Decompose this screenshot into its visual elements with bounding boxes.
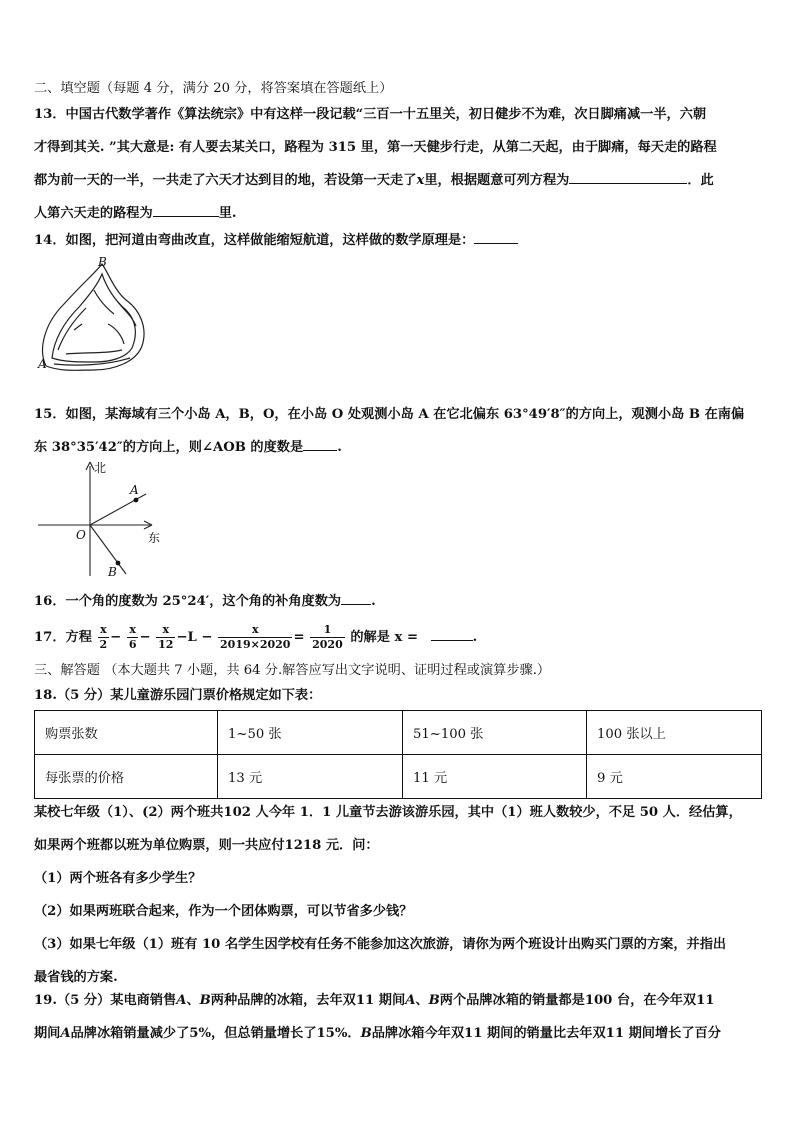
fraction-1-2020: $\frac{1}{2020}$ bbox=[312, 623, 343, 651]
table-row bbox=[35, 755, 762, 799]
table-cell: 购票张数 bbox=[35, 711, 218, 755]
answer-blank-equation[interactable] bbox=[569, 169, 687, 184]
label-o: O bbox=[76, 528, 86, 542]
label-a: A bbox=[38, 357, 47, 371]
question-18-intro: 18.（5 分）某儿童游乐园门票价格规定如下表： bbox=[34, 688, 322, 703]
section-3-header: 三、解答题 （本大题共 7 小题，共 64 分.解答应写出文字说明、证明过程或演算步骤.） bbox=[34, 663, 551, 678]
table-row bbox=[35, 711, 762, 755]
label-b: B bbox=[98, 255, 107, 269]
q18-sub-2: （2）如果两班联合起来，作为一个团体购票，可以节省多少钱？ bbox=[34, 904, 413, 919]
question-16: 16．一个角的度数为 25°24′，这个角的补角度数为 . bbox=[34, 585, 762, 618]
q15-line-1: 15．如图，某海域有三个小岛 A，B，O，在小岛 O 处观测小岛 A 在它北偏东 63°49′8″的方向上，观测小岛 B 在南偏 bbox=[34, 407, 745, 422]
table-cell: 11 元 bbox=[403, 755, 587, 799]
section-2-header: 二、填空题（每题 4 分，满分 20 分，将答案填在答题纸上） bbox=[34, 81, 393, 96]
question-13 bbox=[34, 98, 762, 230]
q13-line-4: 人第六天走的路程为 里. bbox=[34, 197, 762, 230]
q13-line-2: 才得到其关. ”其大意是: 有人要去某关口，路程为 315 里，第一天健步行走，从第二天起，由于脚痛，每天走的路程 bbox=[34, 140, 717, 155]
fraction-x-2: $\frac{x}{2}$ bbox=[99, 623, 108, 651]
label-b-point: B bbox=[108, 565, 117, 579]
answer-blank-q16[interactable] bbox=[341, 590, 371, 605]
q15-line-2: 东 38°35′42″的方向上，则∠AOB 的度数是 . bbox=[34, 431, 762, 464]
label-a-point: A bbox=[130, 483, 139, 497]
label-north: 北 bbox=[94, 461, 107, 475]
table-cell: 每张票的价格 bbox=[35, 755, 218, 799]
question-17: 17．方程 $\frac{x}{2}$ − $\frac{x}{6}$ − $\frac{x}{12}$ −L − $\frac{x}{2019\times 2020}$ = $\frac{1}{2020}$ 的解是 x = . bbox=[34, 623, 478, 651]
variable-x: x bbox=[416, 173, 425, 188]
question-14: 14．如图，把河道由弯曲改直，这样做能缩短航道，这样做的数学原理是： bbox=[34, 224, 762, 257]
answer-blank-q17[interactable] bbox=[431, 626, 473, 641]
fraction-x-6: $\frac{x}{6}$ bbox=[128, 623, 137, 651]
river-figure bbox=[34, 254, 152, 380]
q18-sub-1: （1）两个班各有多少学生？ bbox=[34, 871, 202, 886]
answer-blank-day6[interactable] bbox=[153, 202, 219, 217]
fraction-x-12: $\frac{x}{12}$ bbox=[158, 623, 174, 651]
label-east: 东 bbox=[148, 531, 161, 545]
q13-line-1: 13．中国古代数学著作《算法统宗》中有这样一段记载“三百一十五里关，初日健步不为难，次日脚痛减一半，六朝 bbox=[34, 107, 707, 122]
compass-figure bbox=[34, 460, 174, 582]
question-18-body: 某校七年级（1）、(2）两个班共102 人今年 1．1 儿童节去游该游乐园，其中（1）班人数较少，不足 50 人．经估算， 如果两个班都以班为单位购票，则一共应付1218 元．问： （1）两个班各有多少学生？ （2）如果两班联合起来，作为一个团体购票，可以节省多少钱？ （3）如果七年级（1）班有 10 名学生因学校有任务不能参加这次旅游，请你为两个班设计出购买门票的方案，并指出 最省钱的方案. bbox=[34, 796, 762, 994]
fraction-x-2019x2020: $\frac{x}{2019\times 2020}$ bbox=[220, 623, 291, 651]
answer-blank-q14[interactable] bbox=[474, 229, 518, 244]
answer-blank-q15[interactable] bbox=[303, 436, 337, 451]
ticket-price-table bbox=[34, 710, 762, 799]
q18-sub-3: （3）如果七年级（1）班有 10 名学生因学校有任务不能参加这次旅游，请你为两个班设计出购买门票的方案，并指出 bbox=[34, 937, 727, 952]
table-cell: 51~100 张 bbox=[403, 711, 587, 755]
table-cell: 100 张以上 bbox=[587, 711, 762, 755]
table-cell: 1~50 张 bbox=[218, 711, 403, 755]
q13-line-3: 都为前一天的一半，一共走了六天才达到目的地，若设第一天走了x里，根据题意可列方程为 ．此 bbox=[34, 164, 762, 197]
table-cell: 9 元 bbox=[587, 755, 762, 799]
question-19: 19.（5 分）某电商销售A、B两种品牌的冰箱，去年双11 期间A、B两个品牌冰箱的销量都是100 台，在今年双11 期间A品牌冰箱销量减少了5%，但总销量增长了15%．B品牌冰箱今年双11 期间的销量比去年双11 期间增长了百分 bbox=[34, 993, 721, 1041]
table-cell: 13 元 bbox=[218, 755, 403, 799]
question-15 bbox=[34, 398, 762, 464]
